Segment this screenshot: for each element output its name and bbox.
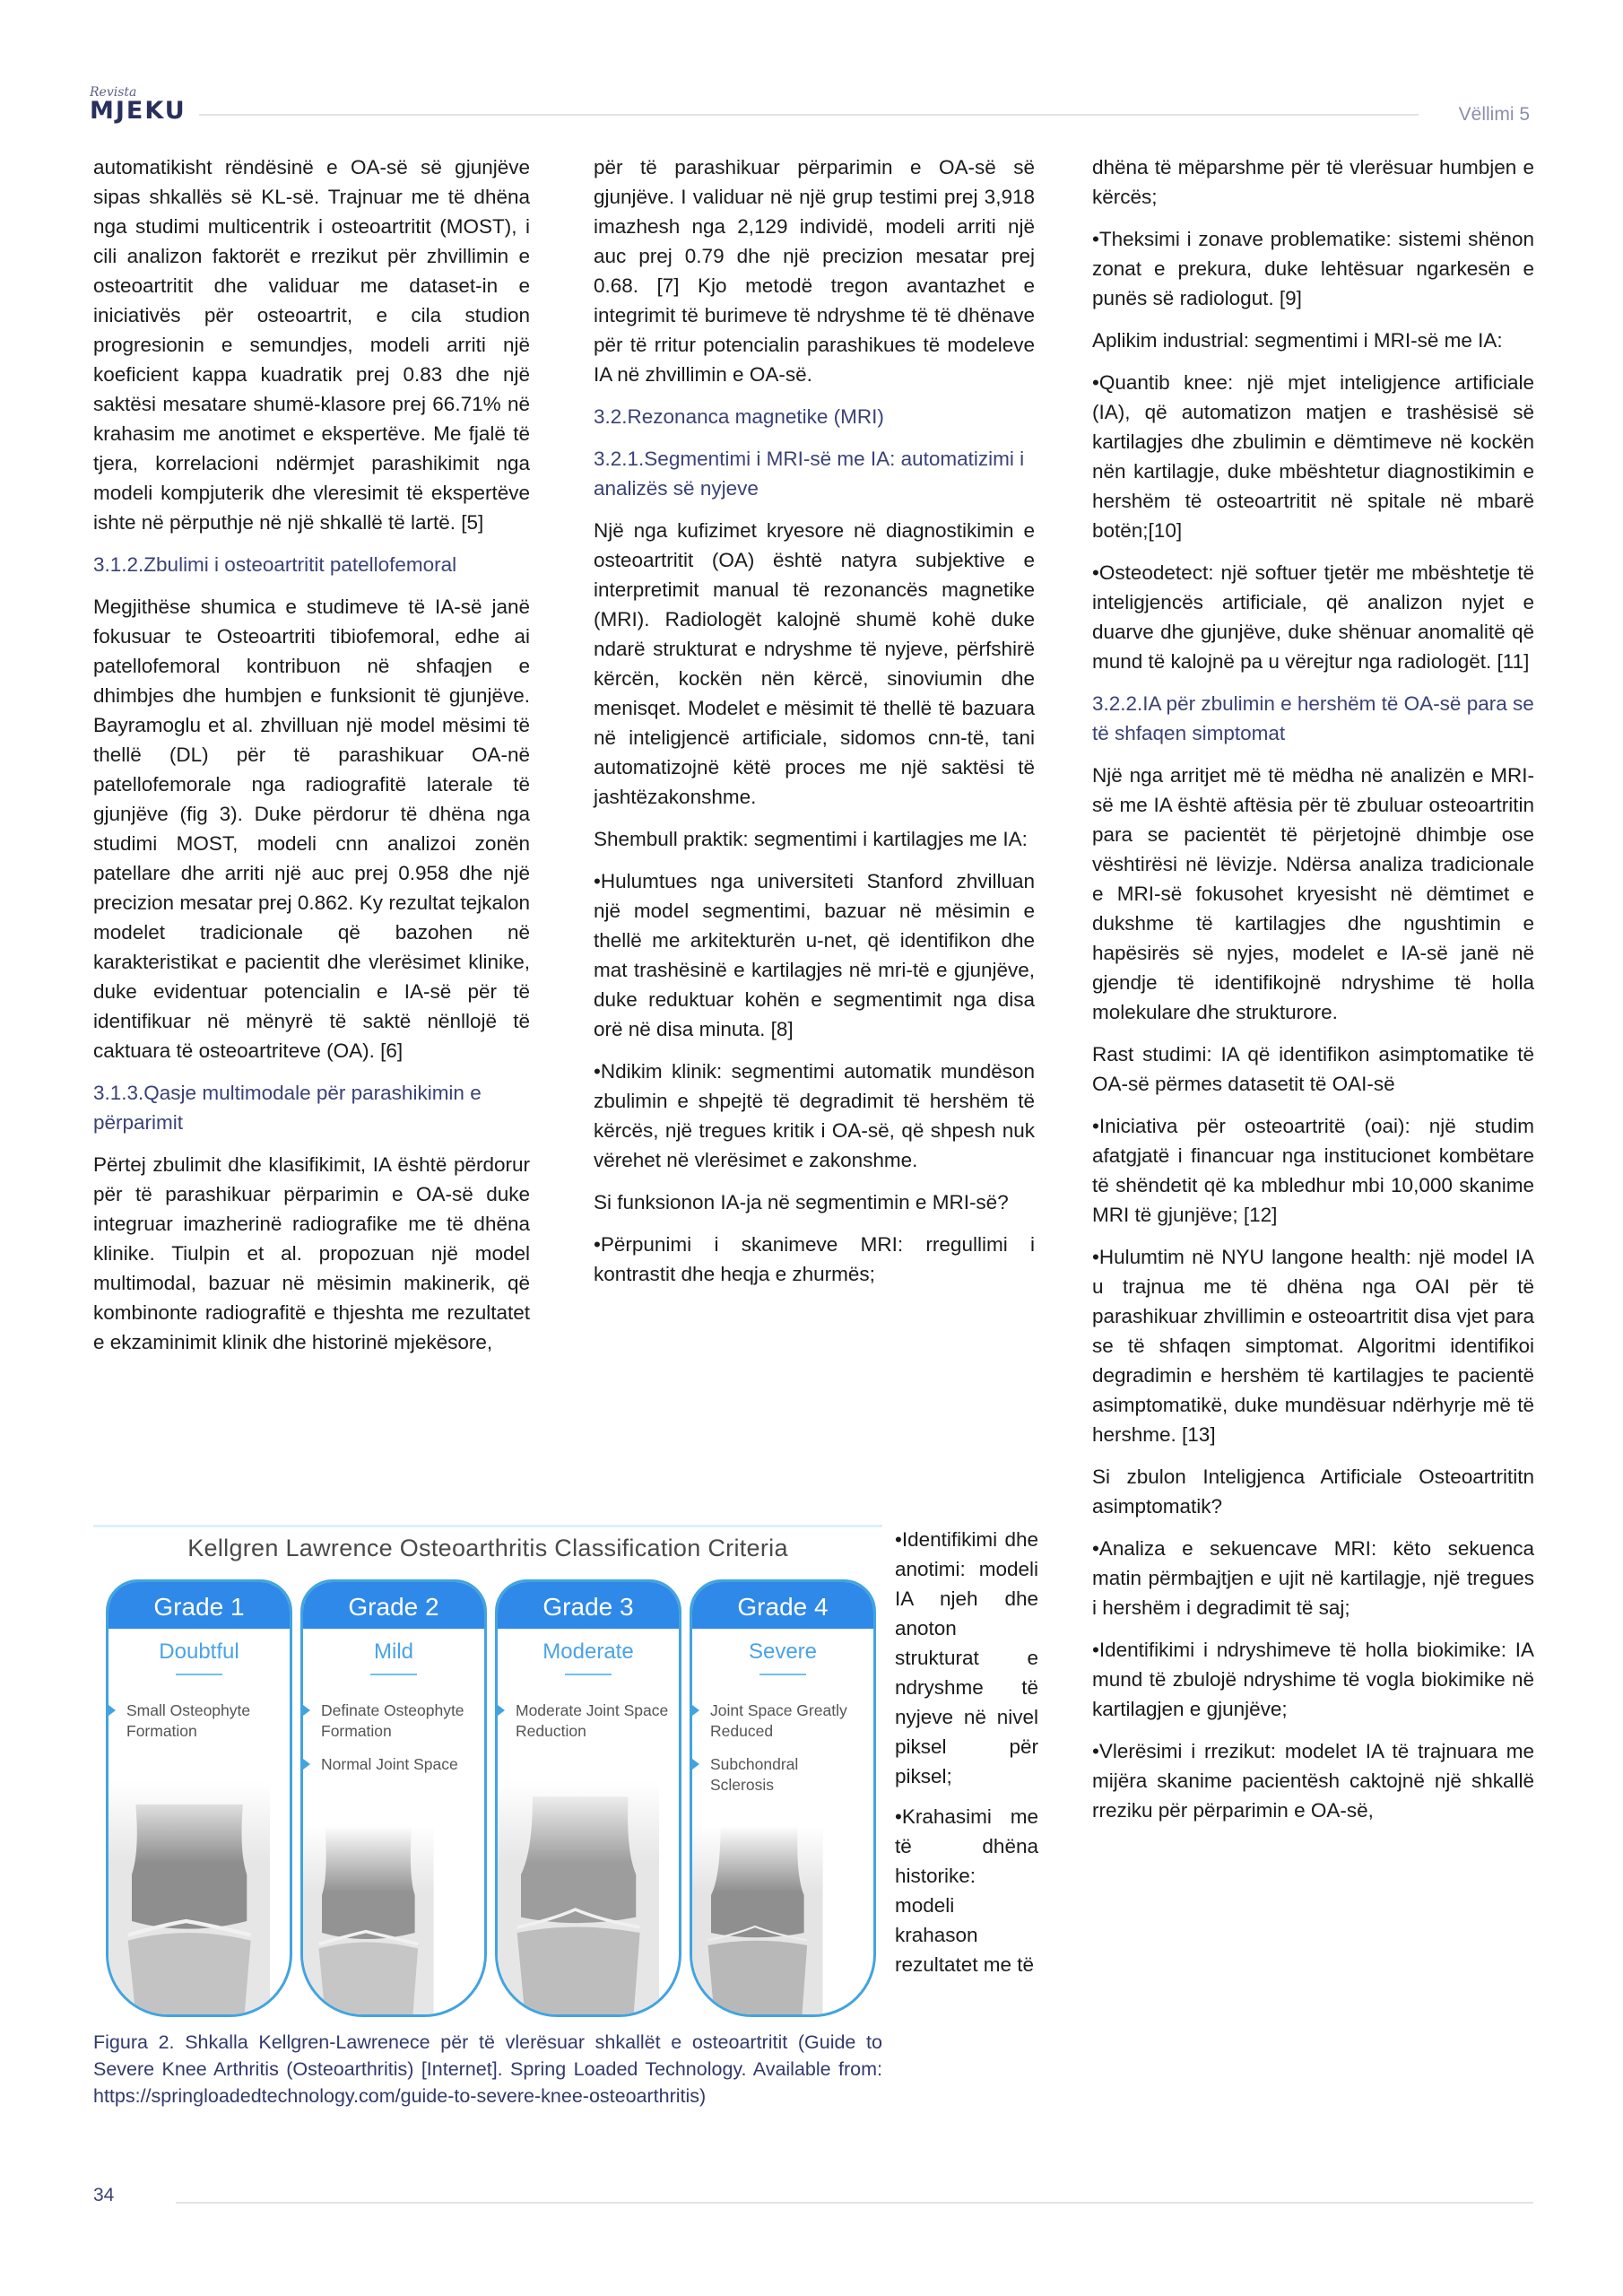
figure-title: Kellgren Lawrence Osteoarthritis Classification Criteria — [187, 1535, 788, 1561]
page-number: 34 — [93, 2185, 115, 2205]
paragraph: dhëna të mëparshme për të vlerësuar humbjen e kërcës; — [1092, 156, 1534, 208]
paragraph: Rast studimi: IA që identifikon asimptomatike të OA-së përmes datasetit të OAI-së — [1092, 1043, 1534, 1095]
divider — [565, 1674, 612, 1675]
section-heading-3-2-2: 3.2.2.IA për zbulimin e hershëm të OA-së para se të shfaqen simptomat — [1092, 692, 1534, 744]
bullet-item: •Hulumtim në NYU langone health: një model IA u trajnua me të dhëna nga OAI për të parashikuar zhvillimin e osteoartritit disa vjet para se të shfaqen simptomat. Algoritmi identifikoi degradimin e hershëm të kartilagjes te pacientë asimptomatikë, duke mundësuar ndërhyrje më të hershme. [13] — [1092, 1246, 1534, 1446]
paragraph: Si zbulon Inteligjenca Artificiale Osteoartrititn asimptomatik? — [1092, 1465, 1534, 1518]
kl-classification-figure — [93, 1525, 882, 2017]
section-heading-3-1-2: 3.1.2.Zbulimi i osteoartritit patellofemoral — [93, 553, 457, 576]
grade-criterion: Small Osteophyte Formation — [126, 1700, 282, 1742]
bullet-item: •Identifikimi dhe anotimi: modeli IA njeh dhe anoton strukturat e ndryshme të nyjeve në nivel piksel për piksel; — [895, 1528, 1038, 1787]
bullet-item: •Krahasimi me të dhëna historike: modeli krahason rezultatet me të — [895, 1805, 1038, 1976]
bullet-item: •Osteodetect: një softuer tjetër me mbështetje të inteligjencës artificiale, që analizon nyjet e duarve dhe gjunjëve, duke shënuar anomalitë që mund të kalojnë pa u vërejtur nga radiologët. [11] — [1092, 561, 1534, 673]
grade-card-1 — [106, 1579, 292, 2017]
bullet-item: •Theksimi i zonave problematike: sistemi shënon zonat e prekura, duke lehtësuar ngarkesën e punës së radiologut. [9] — [1092, 228, 1534, 309]
journal-logo — [90, 86, 187, 124]
section-heading-3-1-3: 3.1.3.Qasje multimodale për parashikimin e përparimit — [93, 1082, 482, 1134]
bullet-item: •Ndikim klinik: segmentimi automatik mundëson zbulimin e shpejtë të degradimit të hershëm të kërcës, një tregues kritik i OA-së, që shpesh nuk vërehet në vlerësimet e zakonshme. — [594, 1060, 1035, 1171]
paragraph: automatikisht rëndësinë e OA-së së gjunjëve sipas shkallës së KL-së. Trajnuar me të dhëna nga studimi multicentrik i osteoartritit (MOST), i cili analizon faktorët e rrezikut për zhvillimin e osteoartritit dhe validuar me dataset-in e iniciativës për osteoartrit, e cila studion progresionin e semundjes, modeli arriti një koeficient kappa kuadratik prej 0.83 dhe një saktësi mesatare shumë-klasore prej 66.71% në krahasim me anotimet e ekspertëve. Me fjalë të tjera, korrelacioni ndërmjet parashikimit nga modeli kompjuterik dhe vleresimit të ekspertëve ishte në përputhje në një shkallë të lartë. [5] — [93, 156, 530, 534]
knee-xray-image — [498, 1781, 659, 2014]
grade-criterion: Definate Osteophyte Formation — [321, 1700, 477, 1742]
divider — [759, 1674, 806, 1675]
grade-label: Grade 3 — [498, 1582, 679, 1629]
knee-xray-image — [108, 1781, 270, 2014]
volume-label: Vëllimi 5 — [1458, 104, 1530, 125]
grade-criterion: Subchondral Sclerosis — [710, 1754, 866, 1796]
grade-card-3 — [495, 1579, 681, 2017]
bullet-item: •Analiza e sekuencave MRI: këto sekuenca matin përmbajtjen e ujit në kartilagje, një tregues i hershëm i degradimit të saj; — [1092, 1537, 1534, 1619]
grade-severity: Mild — [373, 1639, 413, 1664]
paragraph: Përtej zbulimit dhe klasifikimit, IA është përdorur për të parashikuar përparimin e OA-së duke integruar imazherinë radiografike me të dhëna klinike. Tiulpin et al. propozuan një model multimodal, bazuar në mësimin makinerik, që kombinonte radiografitë e thjeshta me rezultatet e ekzaminimit klinik dhe historinë mjekësore, — [93, 1153, 530, 1353]
grade-severity: Doubtful — [159, 1639, 239, 1664]
grade-criterion: Normal Joint Space — [321, 1754, 477, 1775]
paragraph: për të parashikuar përparimin e OA-së së gjunjëve. I validuar në një grup testimi prej 3,918 imazhesh nga 2,129 individë, modeli arriti një auc prej 0.79 dhe një precizion mesatar prej 0.68. [7] Kjo metodë tregon avantazhet e integrimit të burimeve të ndryshme të të dhënave për të rritur potencialin parashikues të modeleve IA në zhvillimin e OA-së. — [594, 156, 1035, 386]
grade-card-2 — [300, 1579, 487, 2017]
figure-caption: Figura 2. Shkalla Kellgren-Lawrenece për të vlerësuar shkallët e osteoartritit (Guide to Severe Knee Arthritis (Osteoarthritis) [Internet]. Spring Loaded Technology. Available from: https://springloadedtechnology.com/guide-to-severe-knee-osteoarthritis) — [93, 2031, 882, 2107]
grade-severity: Severe — [748, 1639, 818, 1664]
grade-severity: Moderate — [542, 1639, 634, 1664]
knee-xray-image — [692, 1826, 823, 2014]
logo-mjeku: MJEKU — [90, 97, 187, 125]
paragraph: Megjithëse shumica e studimeve të IA-së janë fokusuar te Osteoartriti tibiofemoral, edhe ai patellofemoral kontribuon në shfaqjen e dhimbjes dhe humbjen e funksionit të gjunjëve. Bayramoglu et al. zhvilluan një model mësimi të thellë (DL) për të parashikuar OA-në patellofemorale nga radiografitë laterale të gjunjëve (fig 3). Duke përdorur të dhëna nga studimi MOST, modeli cnn analizoi zonën patellare dhe arriti një auc prej 0.958 dhe një precizion mesatar prej 0.862. Ky rezultat tejkalon modelet tradicionale që bazohen në karakteristikat e pacientit dhe vlerësimet klinike, duke evidentuar potencialin e IA-së për të identifikuar në mënyrë të saktë nënllojë të caktuara të osteoartriteve (OA). [6] — [93, 596, 530, 1062]
column-3 — [1092, 152, 1534, 1838]
bullet-item: •Përpunimi i skanimeve MRI: rregullimi i kontrastit dhe heqja e zhurmës; — [594, 1233, 1035, 1285]
section-heading-3-2-1: 3.2.1.Segmentimi i MRI-së me IA: automatizimi i analizës së nyjeve — [594, 448, 1025, 500]
divider — [176, 1674, 222, 1675]
paragraph: Si funksionon IA-ja në segmentimin e MRI-së? — [594, 1191, 1009, 1213]
bullet-item: •Identifikimi i ndryshimeve të holla biokimike: IA mund të zbulojë ndryshime të vogla biokimike në kartilagjen e gjunjëve; — [1092, 1639, 1534, 1720]
column-1 — [93, 152, 530, 1370]
grade-criterion: Moderate Joint Space Reduction — [516, 1700, 672, 1742]
bullet-item: •Vlerësimi i rrezikut: modelet IA të trajnuara me mijëra skanime pacientësh caktojnë një shkallë rreziku për përparimin e OA-së, — [1092, 1740, 1534, 1822]
divider — [370, 1674, 417, 1675]
grade-card-4 — [690, 1579, 876, 2017]
section-heading-3-2: 3.2.Rezonanca magnetike (MRI) — [594, 405, 884, 428]
paragraph: Një nga kufizimet kryesore në diagnostikimin e osteoartritit (OA) është natyra subjektive e interpretimit manual të rezonancës magnetike (MRI). Radiologët kalojnë shumë kohë duke ndarë strukturat e ndryshme të nyjeve, përfshirë kërcën, kockën nën kërcë, sinoviumin dhe menisqet. Modelet e mësimit të thellë të bazuara në inteligjencë artificiale, sidomos cnn-të, tani automatizojnë këtë proces me një saktësi të jashtëzakonshme. — [594, 519, 1035, 808]
narrow-column — [895, 1525, 1038, 1990]
paragraph: Aplikim industrial: segmentimi i MRI-së me IA: — [1092, 329, 1503, 352]
bullet-item: •Iniciativa për osteoartritë (oai): një studim afatgjatë i financuar nga institucionet kombëtare të shëndetit që ka mbledhur mbi 10,000 skanime MRI të gjunjëve; [12] — [1092, 1115, 1534, 1226]
grade-label: Grade 4 — [692, 1582, 873, 1629]
footer-divider — [176, 2202, 1533, 2204]
bullet-item: •Hulumtues nga universiteti Stanford zhvilluan një model segmentimi, bazuar në mësimin e thellë me arkitekturën u-net, që identifikon dhe mat trashësinë e kartilagjes në mri-të e gjunjëve, duke reduktuar kohën e segmentimit nga disa orë në disa minuta. [8] — [594, 870, 1035, 1040]
logo-revista: Revista — [90, 85, 137, 100]
header-divider — [199, 114, 1419, 116]
paragraph: Një nga arritjet më të mëdha në analizën e MRI-së me IA është aftësia për të zbuluar osteoartritin para se pacientët të përjetojnë dhimbje ose vështirësi në lëvizje. Ndërsa analiza tradicionale e MRI-së fokusohet kryesisht në dëmtimet e dukshme të kartilagjes dhe ngushtimin e hapësirës së nyjes, modelet e IA-së janë në gjendje të identifikojnë ndryshime të holla molekulare dhe strukturore. — [1092, 764, 1534, 1023]
paragraph: Shembull praktik: segmentimi i kartilagjes me IA: — [594, 828, 1028, 850]
grade-label: Grade 1 — [108, 1582, 290, 1629]
grade-label: Grade 2 — [303, 1582, 484, 1629]
column-2 — [594, 152, 1035, 1301]
bullet-item: •Quantib knee: një mjet inteligjence artificiale (IA), që automatizon matjen e trashësisë së kartilagjes dhe zbulimin e dëmtimeve në kockën nën kartilagje, duke mbështetur diagnostikimin e hershëm të osteoartritit në spitale në mbarë botën;[10] — [1092, 371, 1534, 542]
grade-criterion: Joint Space Greatly Reduced — [710, 1700, 866, 1742]
knee-xray-image — [303, 1826, 434, 2014]
